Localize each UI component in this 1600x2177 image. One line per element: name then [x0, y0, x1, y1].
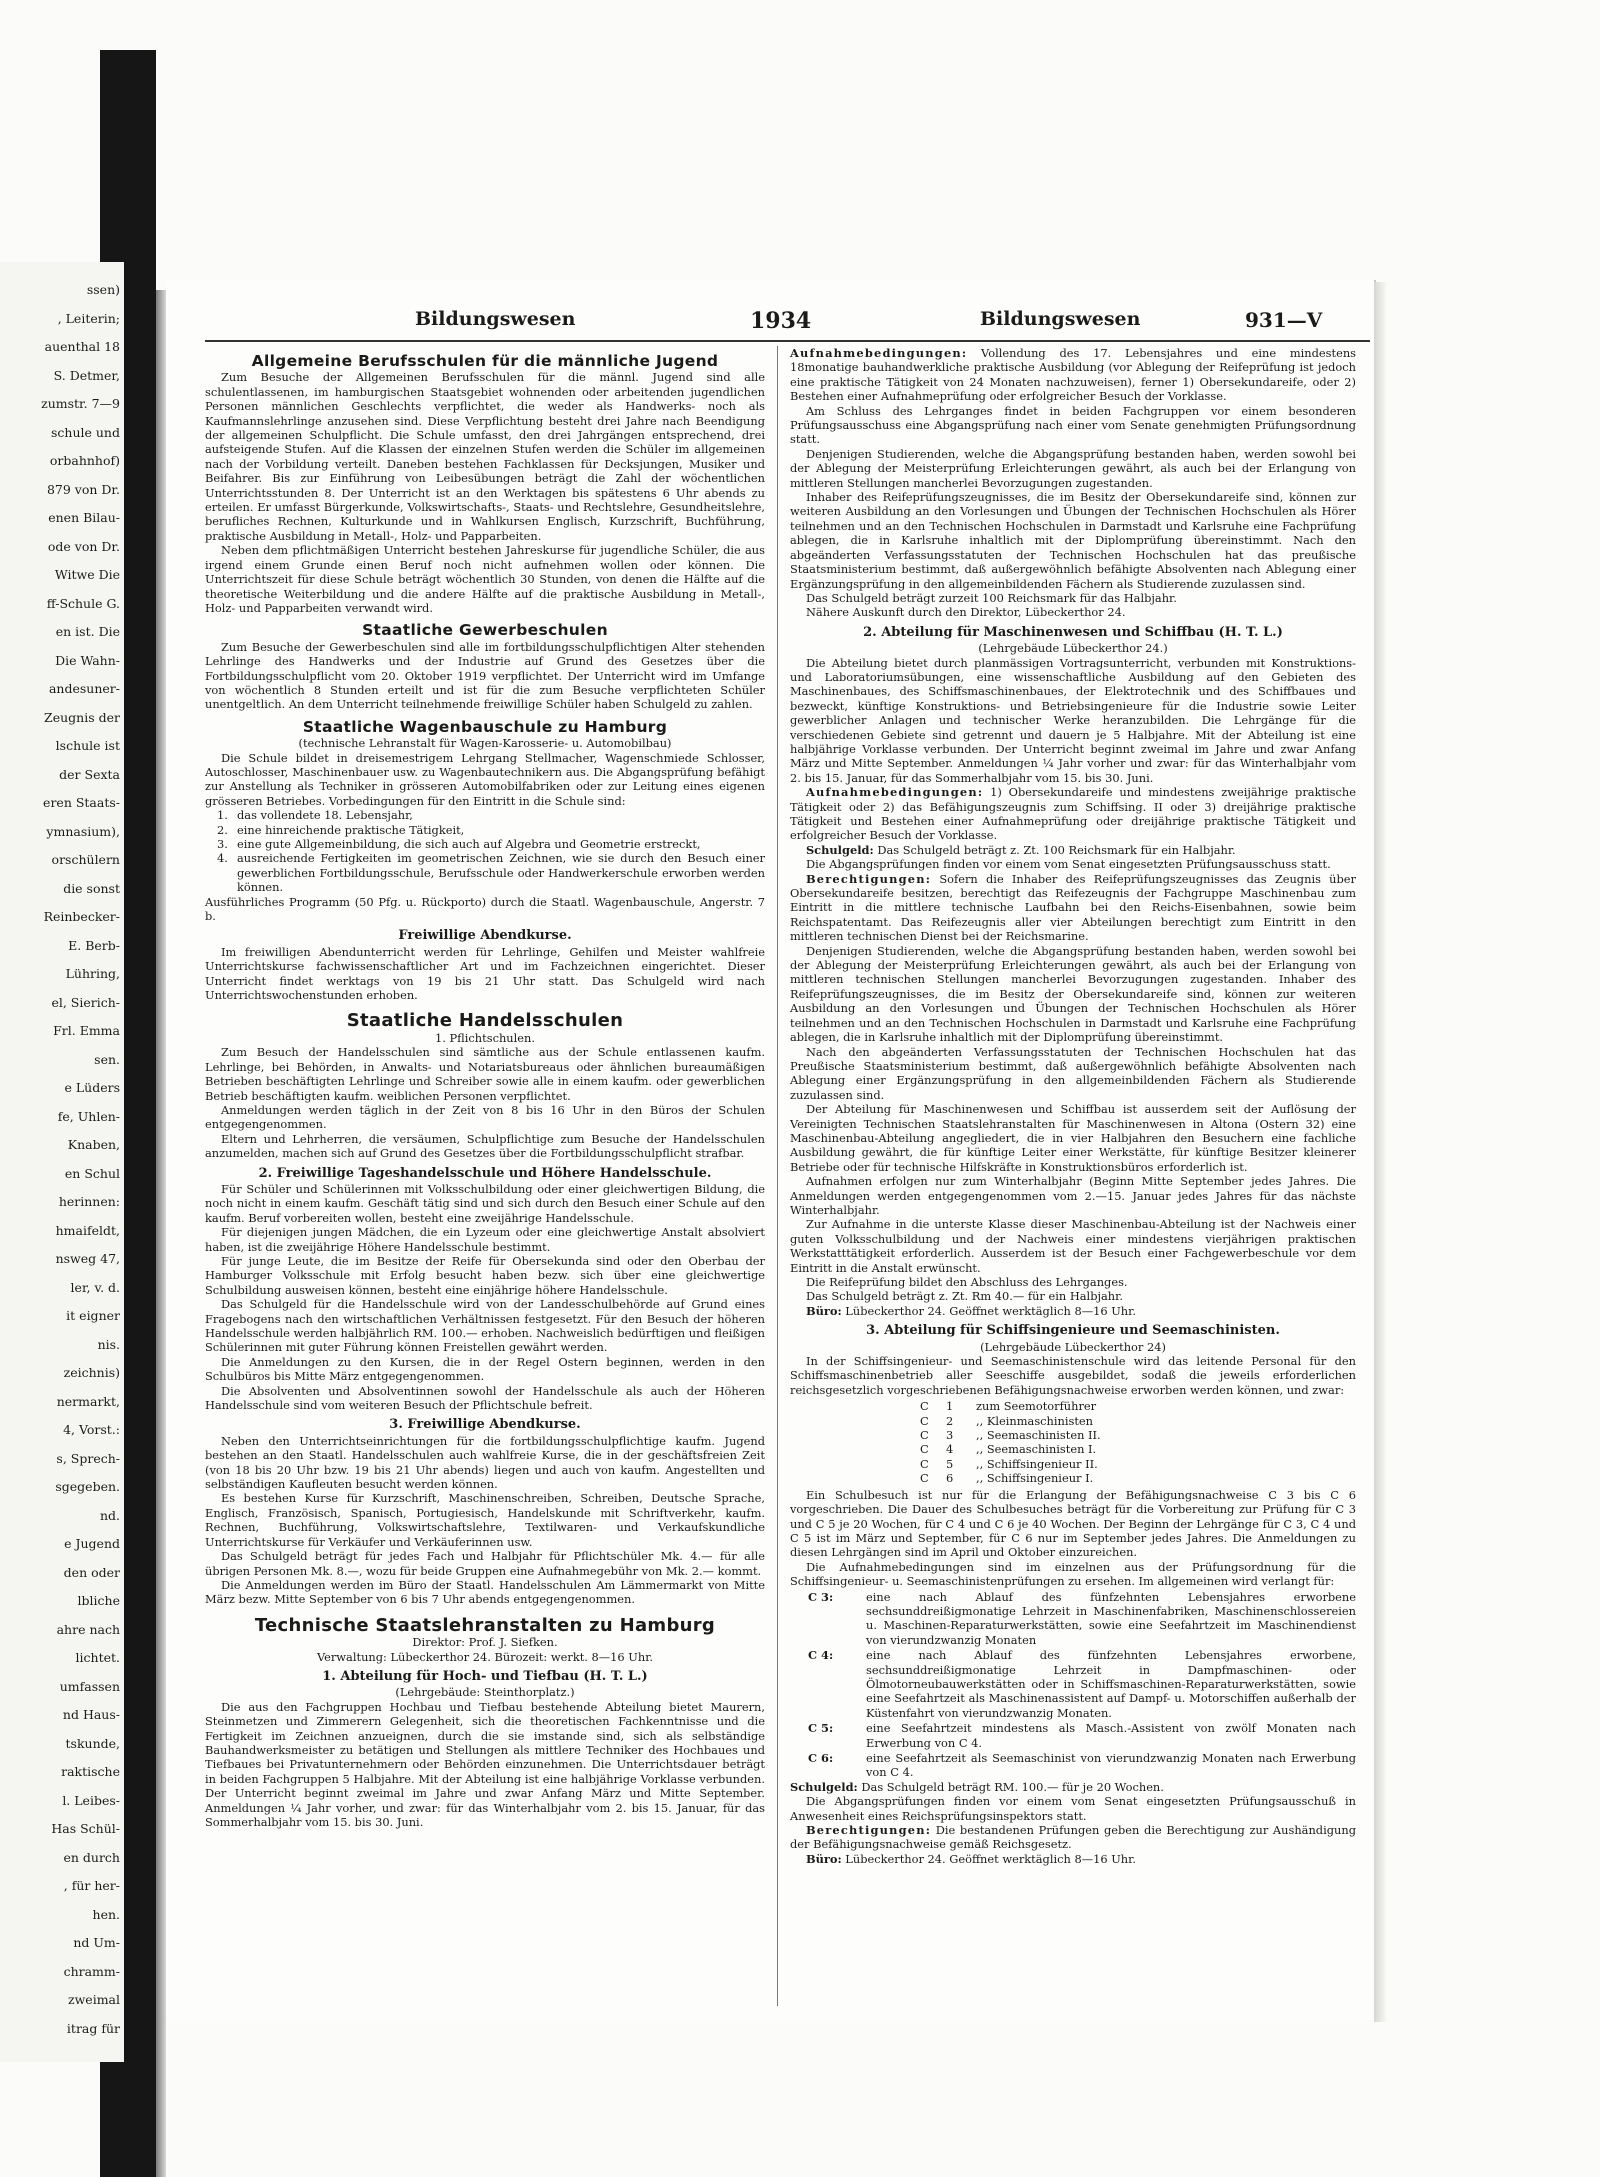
director-line: Direktor: Prof. J. Siefken. — [412, 1635, 558, 1650]
building-note: (Lehrgebäude Lübeckerthor 24.) — [978, 641, 1168, 656]
facing-page-text: e Jugend — [64, 1536, 120, 1551]
facing-page-text: en durch — [63, 1849, 120, 1865]
subsection-title: 2. Freiwillige Tageshandelsschule und Höhere Handelsschule. — [258, 1165, 712, 1181]
paragraph: Büro: Lübeckerthor 24. Geöffnet werktäglich 8—16 Uhr. — [805, 1303, 1136, 1318]
paragraph: Die aus den Fachgruppen Hochbau und Tiefbau bestehende Abteilung bietet Maurern, Steinmetzen und Zimmerern Gelegenheit, sich die theoretischen Fachkenntnisse und die Fertigkeit im Zeichnen anzueignen, durch die sie imstande sind, sich als selbständige Bauhandwerksmeister zu betätigen und Stellungen als mittlere Techniker des Hochbaues und Tiefbaues bei Privatunternehmern oder Behörden einzunehmen. Die Unterrichtsdauer beträgt in beiden Fachgruppen 5 Halbjahre. Mit der Abteilung ist eine halbjährige Vorklasse verbunden. Der Unterricht beginnt zweimal im Jahre und zwar Anfang März und Mitte September. Anmeldungen ¼ Jahr vorher, und zwar: für das Winterhalbjahr vom 2. bis 15. Januar, für das Sommerhalbjahr vom 15. bis 30. Juni. — [205, 1699, 765, 1829]
facing-page-text: lichtet. — [75, 1650, 120, 1665]
binding-edge — [156, 290, 166, 2177]
run-in-label: Aufnahmebedingungen: — [805, 785, 984, 800]
paragraph: Aufnahmebedingungen: Vollendung des 17. Lebensjahres und eine mindestens 18monatige bauhandwerkliche praktische Ausbildung (vor Ablegung der Reifeprüfung ist jedoch eine praktische Tätigkeit von 24 Monaten nachzuweisen), ferner 1) Obersekundareife, oder 2) Bestehen einer Aufnahmeprüfung oder erfolgreicher Besuch der Vorklasse. — [790, 346, 1357, 404]
section-subtitle: (technische Lehranstalt für Wagen-Karosserie- u. Automobilbau) — [298, 736, 672, 751]
paragraph: Eltern und Lehrherren, die versäumen, Schulpflichtige zum Besuche der Handelsschulen anzumelden, machen sich auf Grund des Gesetzes über die Fortbildungsschulpflicht strafbar. — [205, 1131, 765, 1161]
facing-page-text: zeichnis) — [63, 1365, 120, 1380]
certificate-name: ,, Kleinmaschinisten — [976, 1413, 1094, 1428]
list-number: 2. — [217, 822, 228, 837]
facing-page-text: nd. — [99, 1507, 120, 1523]
section-title: Staatliche Wagenbauschule zu Hamburg — [302, 717, 668, 736]
certificate-code: C — [920, 1471, 929, 1486]
facing-page-text: raktische — [61, 1764, 120, 1779]
paragraph: Für Schüler und Schülerinnen mit Volksschulbildung oder einer gleichwertigen Bildung, die noch nicht in einem kaufm. Geschäft tätig sind und sich durch den Besuch einer Schule auf den kaufm. Beruf vorbereiten wollen, besteht eine zweijährige Handelsschule. — [205, 1181, 765, 1225]
paragraph: Zum Besuch der Handelsschulen sind sämtliche aus der Schule entlassenen kaufm. Lehrlinge, bei Behörden, in Anwalts- und Notariatsbureaus oder ähnlichen bureaumäßigen Betrieben beschäftigten Lehrlinge und Schreiber sowie alle in einem kaufm. oder gewerblichen Betrieb beschäftigten kaufm. weiblichen Personen verpflichtet. — [205, 1045, 765, 1103]
running-head-right: Bildungswesen — [980, 308, 1141, 330]
definition-text: eine nach Ablauf des fünfzehnten Lebensjahres erworbene, sechsunddreißigmonatige Lehrzeit in Dampfmaschinen- oder Ölmotorneubauwerkstätten oder in Schiffsmaschinen-Reparaturwerkstätten, sowie eine Seefahrtzeit als Maschinenassistent auf Dampf- u. Motorschiffen außerhalb der Küstenfahrt von vierundzwanzig Monaten. — [866, 1648, 1356, 1720]
paragraph: Nähere Auskunft durch den Direktor, Lübeckerthor 24. — [805, 605, 1126, 620]
facing-page-text: Die Wahn- — [55, 652, 120, 668]
facing-page-text: Zeugnis der — [44, 709, 120, 725]
paragraph: Zum Besuche der Gewerbeschulen sind alle im fortbildungsschulpflichtigen Alter stehenden Lehrlinge des Handwerks und der Industrie auf Grund des Gesetzes über die Fortbildungsschulpflicht vom 20. Oktober 1919 verpflichtet. Der Unterricht wird im Umfange von wöchentlich 8 Stunden erteilt und ist für die zum Besuche verpflichteten Schüler unentgeltlich. An dem Unterricht teilnehmende freiwillige Schüler haben Schulgeld zu zahlen. — [205, 639, 765, 712]
facing-page-text: lschule ist — [55, 738, 120, 753]
facing-page-text: sen. — [94, 1051, 120, 1067]
facing-page-text: tskunde, — [65, 1735, 120, 1751]
facing-page-text: auenthal 18 — [44, 339, 120, 354]
definition-key: C 5: — [808, 1721, 834, 1736]
list-text: ausreichende Fertigkeiten im geometrischen Zeichnen, wie sie durch den Besuch einer gewerblichen Fortbildungsschule, Berufsschule oder Handwerkerschule erworben werden können. — [237, 851, 765, 895]
certificate-code: C — [920, 1442, 929, 1457]
facing-page-text: orschülern — [51, 852, 120, 867]
page-number: 931—V — [1245, 308, 1323, 332]
certificate-code: 5 — [946, 1456, 954, 1471]
paragraph: Berechtigungen: Sofern die Inhaber des Reifeprüfungszeugnisses das Zeugnis über Obersekundareife besitzen, berechtigt das Reifezeugnis der Fachgruppe Maschinenbau zum Eintritt in die mittlere technische Laufbahn bei den Reichs-Eisenbahnen, sowie beim Reichspatentamt. Das Reifezeugnis aller vier Abteilungen berechtigt zum Eintritt in den mittleren technischen Dienst bei der Reichsmarine. — [790, 871, 1356, 944]
list-item — [217, 823, 765, 837]
definition-text: eine Seefahrtzeit als Seemaschinist von vierundzwanzig Monaten nach Erwerbung von C 4. — [866, 1751, 1356, 1780]
definition-row — [790, 1721, 1356, 1750]
facing-page-text: nermarkt, — [56, 1393, 120, 1409]
facing-page-text: andesuner- — [48, 681, 120, 696]
list-item — [217, 808, 765, 822]
facing-page-text: nis. — [97, 1336, 120, 1352]
paragraph: Denjenigen Studierenden, welche die Abgangsprüfung bestanden haben, werden sowohl bei der Ablegung der Meisterprüfung Erleichterungen gewährt, als auch bei der Erlangung von mittleren Stellungen mancherlei Bevorzugungen zugestanden. — [790, 446, 1356, 490]
certificate-row — [920, 1428, 1356, 1442]
certificate-code: 2 — [946, 1413, 954, 1428]
certificate-row — [920, 1399, 1356, 1413]
paragraph: Zum Besuche der Allgemeinen Berufsschulen für die männl. Jugend sind alle schulentlassenen, im hamburgischen Staatsgebiet wohnenden oder arbeitenden jugendlichen Personen männlichen Geschlechts verpflichtet, die weder als Handwerks- noch als Kaufmannslehrlinge anzusehen sind. Diese Verpflichtung besteht drei Jahre nach Beendigung der allgemeinen Schulpflicht. Die Schule umfasst, den drei Jahrgängen entsprechend, drei aufsteigende Stufen. Auf die Klassen der einzelnen Stufen werden die Schüler im allgemeinen nach der Vorbildung verteilt. Daneben bestehen Fachklassen für Decksjungen, Musiker und Beifahrer. Bis zur Einführung von Leibesübungen beträgt die Zahl der wöchentlichen Unterrichtsstunden 8. Der Unterricht ist an den Werktagen bis spätestens 6 Uhr abends zu erteilen. Er umfasst Bürgerkunde, Volkswirtschafts-, Staats- und Rechtslehre, Gesundheitslehre, berufliches Rechnen, Kulturkunde und in Wahlkursen Englisch, Kurzschrift, Buchführung, praktische Ausbildung in Metall-, Holz- und Papparbeiten. — [205, 370, 765, 543]
facing-page-text: ssen) — [86, 282, 120, 297]
paragraph: Büro: Lübeckerthor 24. Geöffnet werktäglich 8—16 Uhr. — [805, 1851, 1136, 1866]
facing-page-text: nd Um- — [73, 1935, 120, 1950]
paragraph: Ein Schulbesuch ist nur für die Erlangung der Befähigungsnachweise C 3 bis C 6 vorgeschrieben. Die Dauer des Schulbesuches beträgt für die Vorbereitung zur Prüfung für C 3 und C 5 je 20 Wochen, für C 4 und C 6 je 40 Wochen. Der Beginn der Lehrgänge für C 3, C 4 und C 5 ist im März und September, für C 6 nur im September jedes Jahres. Die Anmeldungen zu diesen Lehrgängen sind im April und Oktober einzureichen. — [790, 1487, 1356, 1560]
facing-page-text: e Lüders — [64, 1080, 120, 1095]
paragraph: Für junge Leute, die im Besitze der Reife für Obersekunda sind oder den Oberbau der Hamburger Volksschule mit Erfolg besucht haben bezw. sich über eine gleichwertige Schulbildung ausweisen können, besteht eine einjährige höhere Handelsschule. — [205, 1253, 765, 1297]
certificate-row — [920, 1442, 1356, 1456]
requirements-definitions — [790, 1590, 1356, 1780]
certificate-row — [920, 1457, 1356, 1471]
paragraph: Das Schulgeld beträgt zurzeit 100 Reichsmark für das Halbjahr. — [805, 590, 1177, 605]
paragraph: Ausführliches Programm (50 Pfg. u. Rückporto) durch die Staatl. Wagenbauschule, Angerstr. 7 b. — [205, 894, 765, 924]
facing-page-text: it eigner — [66, 1308, 120, 1323]
certificate-code: C — [920, 1413, 929, 1428]
subsection-title: 3. Freiwillige Abendkurse. — [389, 1417, 581, 1433]
running-head-year: 1934 — [750, 308, 812, 334]
paragraph: In der Schiffsingenieur- und Seemaschinistenschule wird das leitende Personal für den Schiffsmaschinenbetrieb aller Seeschiffe ausgebildet, sodaß die jeweils erforderlichen reichsgesetzlich vorgeschriebenen Befähigungsnachweise erworben werden können, und zwar: — [790, 1354, 1356, 1397]
paragraph: Die Anmeldungen werden im Büro der Staatl. Handelsschulen Am Lämmermarkt von Mitte März bezw. Mitte September von 6 bis 7 Uhr abends entgegengenommen. — [205, 1577, 765, 1607]
facing-page-text: en Schul — [64, 1165, 120, 1181]
facing-page-text: ff-Schule G. — [46, 595, 120, 611]
paragraph: Im freiwilligen Abendunterricht werden für Lehrlinge, Gehilfen und Meister wahlfreie Unterrichtskurse fachwissenschaftlicher Art und im Fachzeichnen eingerichtet. Dieser Unterricht findet werktags von 19 bis 21 Uhr statt. Das Schulgeld wird nach Unterrichtswochenstunden erhoben. — [205, 944, 765, 1003]
section-title: Staatliche Handelsschulen — [346, 1010, 624, 1032]
administration-line: Verwaltung: Lübeckerthor 24. Bürozeit: werkt. 8—16 Uhr. — [316, 1649, 654, 1664]
certificate-name: ,, Seemaschinisten II. — [976, 1428, 1101, 1443]
subsection-title: 2. Abteilung für Maschinenwesen und Schiffbau (H. T. L.) — [863, 624, 1283, 640]
paragraph: Es bestehen Kurse für Kurzschrift, Maschinenschreiben, Schreiben, Deutsche Sprache, Englisch, Französisch, Spanisch, Portugiesisch, Handelskunde mit Schriftverkehr, kaufm. Rechnen, Buchführung, Volkswirtschaftslehre, Textilwaren- und Verkaufskundliche Unterrichtskurse für Verkäufer und Verkäuferinnen usw. — [205, 1491, 765, 1549]
certificate-name: zum Seemotorführer — [976, 1399, 1097, 1414]
facing-page-text: s, Sprech- — [56, 1450, 120, 1466]
paragraph: Denjenigen Studierenden, welche die Abgangsprüfung bestanden haben, werden sowohl bei der Ablegung der Meisterprüfung Erleichterungen gewährt, als auch bei der Erlangung von mittleren technischen Stellungen mancherlei Bevorzugungen zugestanden. Inhaber des Reifeprüfungszeugnisses, die im Besitz der Obersekundareife sind, können zur weiteren Ausbildung an den Vorlesungen und Übungen der Technischen Hochschulen als Hörer teilnehmen und an den Technischen Hochschulen in Darmstadt und Karlsruhe eine Fachprüfung ablegen, die in Karlsruhe inhaltlich mit der Diplomprüfung übereinstimmt. — [790, 943, 1356, 1045]
certificate-code: 6 — [946, 1471, 954, 1486]
running-head-left: Bildungswesen — [415, 308, 576, 330]
paragraph: Schulgeld: Das Schulgeld beträgt z. Zt. 100 Reichsmark für ein Halbjahr. — [805, 842, 1236, 857]
facing-page-text: Witwe Die — [54, 567, 120, 582]
facing-page-text: zweimal — [68, 1992, 120, 2007]
paragraph: Am Schluss des Lehrganges findet in beiden Fachgruppen vor einem besonderen Prüfungsausschuss eine Abgangsprüfung nach einer vom Senate genehmigten Prüfungsordnung statt. — [790, 403, 1356, 447]
facing-page-text: enen Bilau- — [48, 510, 120, 525]
requirements-list — [205, 808, 765, 894]
paragraph: Die Abgangsprüfungen finden vor einem vom Senat eingesetzten Prüfungsausschuss statt. — [805, 857, 1331, 872]
right-column — [790, 346, 1356, 1866]
paragraph: Die Abteilung bietet durch planmässigen Vortragsunterricht, verbunden mit Konstruktions- und Laboratoriumsübungen, eine wissenschaftliche Ausbildung auf den Gebieten des Maschinenbaues, des Schiffsmaschinenbaues, der Elektrotechnik und des Schiffbaues und bezweckt, künftige Konstruktions- und Betriebsingenieure für die Industrie sowie Leiter gewerblicher Anlagen und technischer Werke heranzubilden. Die Lehrgänge für die verschiedenen Gebiete sind getrennt und dauern je 5 Halbjahre. Mit der Abteilung ist eine halbjährige Vorklasse verbunden. Der Unterricht beginnt zweimal im Jahre und zwar Anfang März und Mitte September. Anmeldungen ¼ Jahr vorher und zwar: für das Winterhalbjahr vom 2. bis 15. Januar, für das Sommerhalbjahr vom 15. bis 30. Juni. — [790, 655, 1356, 785]
header-rule — [205, 340, 1370, 342]
facing-page-text: en ist. Die — [55, 624, 120, 639]
paragraph: Zur Aufnahme in die unterste Klasse dieser Maschinenbau-Abteilung ist der Nachweis einer guten Volksschulbildung und der Nachweis einer mindestens vierjährigen praktischen Werkstatttätigkeit erforderlich. Ausserdem ist der Besuch einer Fachgewerbeschule vor dem Eintritt in die Anstalt erwünscht. — [790, 1217, 1356, 1275]
certificate-code: C — [920, 1428, 929, 1443]
facing-page-text: fe, Uhlen- — [57, 1108, 120, 1124]
definition-row — [790, 1590, 1356, 1648]
facing-page-text: E. Berb- — [68, 937, 120, 953]
paragraph: Neben dem pflichtmäßigen Unterricht bestehen Jahreskurse für jugendliche Schüler, die aus irgend einem Grunde einen Beruf noch nicht aufnehmen wollen oder können. Die Unterrichtszeit für diese Schule beträgt wöchentlich 30 Stunden, von denen die Hälfte auf die theoretische Weiterbildung und die andere Hälfte auf die praktische Ausbildung in Metall-, Holz- und Papparbeiten verwandt wird. — [205, 543, 765, 615]
list-number: 3. — [217, 837, 228, 851]
paragraph: Die Reifeprüfung bildet den Abschluss des Lehrganges. — [805, 1275, 1128, 1289]
facing-page-text: Knaben, — [67, 1137, 120, 1152]
facing-page-text: Has Schül- — [51, 1821, 120, 1836]
certificate-row — [920, 1414, 1356, 1428]
paragraph: Berechtigungen: Die bestandenen Prüfungen geben die Berechtigung zur Aushändigung der Befähigungsnachweise gemäß Reichsgesetz. — [790, 1823, 1356, 1852]
paragraph: Die Absolventen und Absolventinnen sowohl der Handelsschule als auch der Höheren Handelsschule sind vom weiteren Besuch der Pflichtschule befreit. — [205, 1383, 765, 1413]
facing-page-text: l. Leibes- — [62, 1792, 120, 1808]
paragraph: Für diejenigen jungen Mädchen, die ein Lyzeum oder eine gleichwertige Anstalt absolviert haben, ist die zweijährige Höhere Handelsschule bestimmt. — [205, 1225, 765, 1254]
certificate-code: 4 — [946, 1442, 954, 1457]
paragraph: Aufnahmebedingungen: 1) Obersekundareife und mindestens zweijährige praktische Tätigkeit oder 2) das Befähigungszeugnis zum Schiffsing. II oder 3) dreijährige praktische Tätigkeit und Bestehen einer Aufnahmeprüfung oder dreijährige praktische Tätigkeit und erfolgreicher Besuch der Vorklasse. — [790, 785, 1356, 843]
paragraph: Schulgeld: Das Schulgeld beträgt RM. 100.— für je 20 Wochen. — [790, 1779, 1164, 1794]
certificate-code: C — [920, 1456, 929, 1471]
paragraph: Nach den abgeänderten Verfassungsstatuten der Technischen Hochschulen hat das Preußische Staatsministerium bestimmt, daß außergewöhnlich befähigte Absolventen nach Ablegung einer Ergänzungsprüfung in den allgemeinbildenden Fächern als Studierende zuzulassen sind. — [790, 1044, 1356, 1102]
certificate-row — [920, 1471, 1356, 1485]
facing-page-text: die sonst — [63, 880, 120, 896]
run-in-label: Schulgeld: — [805, 842, 874, 857]
paragraph: Die Aufnahmebedingungen sind im einzelnen aus der Prüfungsordnung für die Schiffsingenieur- u. Seemaschinistenprüfungen zu ersehen. Im allgemeinen wird verlangt für: — [790, 1559, 1356, 1589]
certificate-code: C — [920, 1399, 929, 1414]
paragraph: Anmeldungen werden täglich in der Zeit von 8 bis 16 Uhr in den Büros der Schulen entgegengenommen. — [205, 1102, 765, 1132]
page-edge-shadow — [1374, 282, 1386, 2022]
left-column — [205, 346, 765, 1829]
paragraph: Das Schulgeld für die Handelsschule wird von der Landesschulbehörde auf Grund eines Fragebogens nach den wirtschaftlichen Verhältnissen festgesetzt. Für den Besuch der höheren Handelsschule werden halbjährlich RM. 100.— erhoben. Nachweislich bedürftigen und fleißigen Schülerinnen mit guter Führung können Freistellen gewährt werden. — [205, 1297, 765, 1355]
facing-page-text: , für her- — [63, 1878, 120, 1893]
run-in-label: Berechtigungen: — [805, 871, 932, 886]
facing-page-text: nsweg 47, — [55, 1251, 120, 1266]
subsection-title: 1. Abteilung für Hoch- und Tiefbau (H. T. L.) — [322, 1668, 648, 1684]
facing-page-text: Reinbecker- — [43, 909, 120, 924]
paragraph: Die Anmeldungen zu den Kursen, die in der Regel Ostern beginnen, werden in den Schulbüros bis Mitte März entgegengenommen. — [205, 1354, 765, 1384]
facing-page-text: hmaifeldt, — [55, 1222, 120, 1238]
definition-text: eine Seefahrtzeit mindestens als Masch.-Assistent von zwölf Monaten nach Erwerbung von C 4. — [866, 1721, 1356, 1750]
run-in-label: Berechtigungen: — [805, 1823, 932, 1838]
facing-page-text: orbahnhof) — [49, 453, 120, 468]
definition-text: eine nach Ablauf des fünfzehnten Lebensjahres erworbene sechsunddreißigmonatige Lehrzeit in Maschinenfabriken, Maschinenschlossereien u. Maschinen-Reparaturwerkstätten, sowie eine Seefahrtzeit im Maschinendienst von vierundzwanzig Monaten — [866, 1589, 1356, 1647]
building-note: (Lehrgebäude Lübeckerthor 24) — [980, 1339, 1166, 1354]
subsection-title: 1. Pflichtschulen. — [435, 1030, 535, 1045]
subsection-title: Freiwillige Abendkurse. — [398, 928, 572, 944]
run-in-label: Büro: — [805, 1851, 842, 1866]
subsection-title: 3. Abteilung für Schiffsingenieure und Seemaschinisten. — [866, 1323, 1280, 1339]
facing-page-text: umfassen — [59, 1678, 120, 1694]
paragraph: Inhaber des Reifeprüfungszeugnisses, die im Besitz der Obersekundareife sind, können zur weiteren Ausbildung an den Vorlesungen und Übungen der Technischen Hochschulen als Hörer teilnehmen und an den Technischen Hochschulen in Darmstadt und Karlsruhe eine Fachprüfung ablegen, die in Karlsruhe inhaltlich mit der Diplomprüfung übereinstimmt. Nach den abgeänderten Verfassungsstatuten der Technischen Hochschulen hat das preußische Staatsministerium bestimmt, daß außergewöhnlich befähigte Absolventen nach Ablegung einer Ergänzungsprüfung in den allgemeinbildenden Fächern als Studierende zuzulassen sind. — [790, 490, 1356, 591]
list-item — [217, 837, 765, 851]
certificate-name: ,, Schiffsingenieur I. — [976, 1471, 1094, 1486]
facing-page-text: eren Staats- — [43, 795, 120, 810]
facing-page-text: 879 von Dr. — [46, 481, 120, 497]
building-note: (Lehrgebäude: Steinthorplatz.) — [395, 1685, 575, 1700]
run-in-label: Schulgeld: — [790, 1779, 858, 1794]
facing-page-text: chramm- — [63, 1963, 120, 1979]
column-divider — [777, 346, 778, 2006]
certificate-name: ,, Schiffsingenieur II. — [976, 1456, 1098, 1471]
certificate-code: 1 — [946, 1399, 954, 1414]
section-title: Technische Staatslehranstalten zu Hamburg — [254, 1614, 716, 1636]
definition-key: C 3: — [808, 1589, 834, 1604]
list-number: 1. — [217, 808, 228, 823]
facing-page-text: zumstr. 7—9 — [41, 396, 120, 411]
run-in-label: Büro: — [805, 1303, 842, 1318]
facing-page-text: itrag für — [66, 2020, 120, 2036]
section-title: Staatliche Gewerbeschulen — [362, 621, 608, 640]
paragraph: Der Abteilung für Maschinenwesen und Schiffbau ist ausserdem seit der Auflösung der Vereinigten Technischen Staatslehranstalten für Maschinenwesen in Altona (Ostern 32) eine Maschinenbau-Abteilung angegliedert, die in vier Halbjahren den Besuchern eine fachliche Ausbildung gewährt, die für künftige Leiter einer Werkstätte, für künftige Besitzer kleinerer Betriebe oder für technische Hilfskräfte in Konstruktionsbüros erforderlich ist. — [790, 1102, 1356, 1174]
definition-row — [790, 1648, 1356, 1720]
facing-page-text: el, Sierich- — [51, 994, 120, 1010]
facing-page-text: ode von Dr. — [47, 538, 120, 554]
paragraph: Die Abgangsprüfungen finden vor einem vom Senat eingesetzten Prüfungsausschuß in Anwesenheit eines Reichsprüfungsinspektors statt. — [790, 1794, 1356, 1823]
facing-page-text: nd Haus- — [62, 1707, 120, 1722]
section-title: Allgemeine Berufsschulen für die männliche Jugend — [251, 352, 719, 370]
facing-page-text: den oder — [63, 1564, 120, 1580]
facing-page-text: 4, Vorst.: — [63, 1422, 120, 1437]
definition-key: C 6: — [808, 1751, 834, 1765]
facing-page-text: ler, v. d. — [70, 1279, 120, 1295]
run-in-label: Aufnahmebedingungen: — [790, 346, 968, 360]
facing-page-text: Lühring, — [65, 966, 120, 981]
list-number: 4. — [217, 851, 228, 866]
certificate-list — [920, 1399, 1356, 1485]
definition-key: C 4: — [808, 1648, 834, 1663]
facing-page-text: Frl. Emma — [53, 1023, 120, 1038]
facing-page-text: ahre nach — [56, 1621, 120, 1637]
paragraph: Aufnahmen erfolgen nur zum Winterhalbjahr (Beginn Mitte September jedes Jahres. Die Anmeldungen werden entgegengenommen vom 2.—15. Januar jedes Jahres für das nächste Winterhalbjahr. — [790, 1174, 1356, 1217]
facing-page-text: der Sexta — [59, 766, 120, 782]
facing-page-text: sgegeben. — [55, 1479, 120, 1494]
paragraph: Die Schule bildet in dreisemestrigem Lehrgang Stellmacher, Wagenschmiede Schlosser, Autoschlosser, Maschinenbauer usw. zu Wagenbautechnikern aus. Die Abgangsprüfung befähigt zur Anstellung als Techniker in grösseren Automobilfabriken oder zur Leitung eines eigenen grösseren Betriebes. Vorbedingungen für den Eintritt in die Schule sind: — [205, 750, 765, 808]
list-item — [217, 851, 765, 894]
certificate-code: 3 — [946, 1428, 954, 1443]
facing-page-text: , Leiterin; — [57, 310, 120, 326]
paragraph: Neben den Unterrichtseinrichtungen für die fortbildungsschulpflichtige kaufm. Jugend bestehen an den Staatl. Handelsschulen auch wahlfreie Kurse, die in der geschäftsfreien Zeit (von 18 bis 20 Uhr bzw. 19 bis 21 Uhr abends) liegen und auch von kaufm. Angestellten und selbständigen Kaufleuten besucht werden können. — [205, 1433, 765, 1492]
facing-page-text: ymnasium), — [46, 823, 120, 839]
list-text: eine hinreichende praktische Tätigkeit, — [237, 822, 465, 837]
facing-page-text: S. Detmer, — [53, 367, 120, 383]
list-text: das vollendete 18. Lebensjahr, — [237, 808, 413, 823]
facing-page-text: hen. — [92, 1906, 120, 1922]
paragraph: Das Schulgeld beträgt für jedes Fach und Halbjahr für Pflichtschüler Mk. 4.— für alle übrigen Personen Mk. 8.—, wozu für beide Gruppen eine Aufnahmegebühr von Mk. 2.— kommt. — [205, 1549, 765, 1578]
definition-row — [790, 1751, 1356, 1780]
facing-page-text: lbliche — [77, 1593, 120, 1608]
certificate-name: ,, Seemaschinisten I. — [976, 1442, 1097, 1457]
facing-page-text: herinnen: — [58, 1194, 120, 1209]
facing-page-text: schule und — [51, 424, 120, 440]
paragraph: Das Schulgeld beträgt z. Zt. Rm 40.— für ein Halbjahr. — [805, 1289, 1123, 1304]
list-text: eine gute Allgemeinbildung, die sich auch auf Algebra und Geometrie erstreckt, — [237, 837, 701, 851]
facing-page-fragment — [0, 262, 124, 2062]
